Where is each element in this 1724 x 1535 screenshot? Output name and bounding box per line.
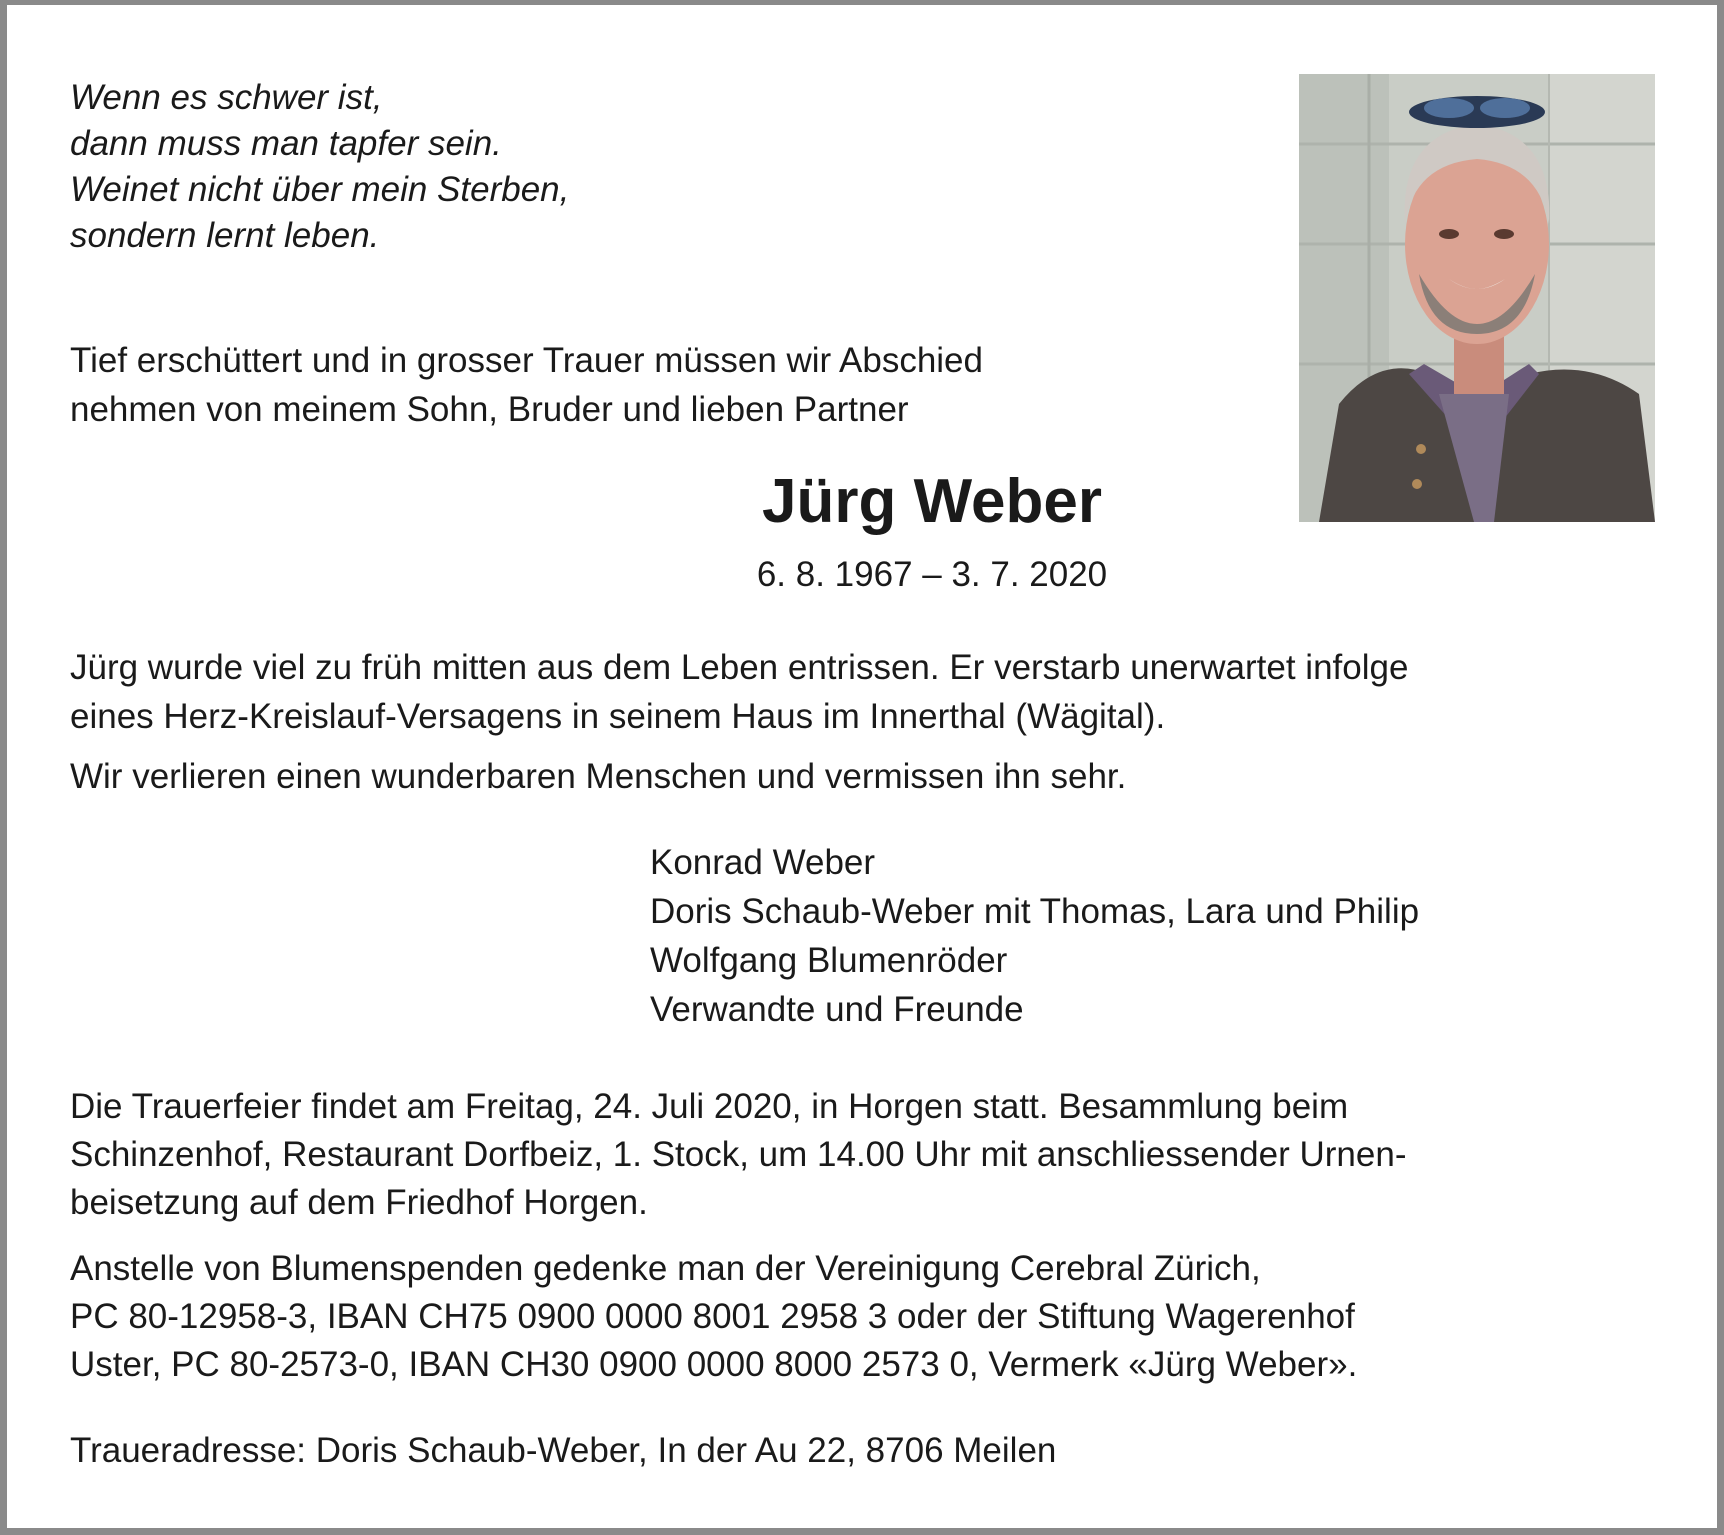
mourner: Wolfgang Blumenröder xyxy=(650,941,1008,980)
donation-line: Anstelle von Blumenspenden gedenke man der Vereinigung Cerebral Zürich, xyxy=(70,1249,1261,1288)
mourners-list xyxy=(650,838,1600,1034)
poem xyxy=(70,75,770,259)
poem-line: sondern lernt leben. xyxy=(70,216,380,255)
obituary-closing xyxy=(70,752,1655,801)
poem-line: dann muss man tapfer sein. xyxy=(70,124,502,163)
deceased-name: Jürg Weber xyxy=(762,467,1102,536)
ceremony-line: Schinzenhof, Restaurant Dorfbeiz, 1. Stock, um 14.00 Uhr mit anschliessender Urnen- xyxy=(70,1135,1407,1174)
donation-info xyxy=(70,1245,1653,1389)
mourning-address: Traueradresse: Doris Schaub-Weber, In der Au 22, 8706 Meilen xyxy=(70,1431,1057,1470)
donation-line: PC 80-12958-3, IBAN CH75 0900 0000 8001 2958 3 oder der Stiftung Wagerenhof xyxy=(70,1297,1355,1336)
ceremony-info xyxy=(70,1083,1653,1227)
poem-line: Weinet nicht über mein Sterben, xyxy=(70,170,570,209)
ceremony-line: Die Trauerfeier findet am Freitag, 24. Juli 2020, in Horgen statt. Besammlung beim xyxy=(70,1087,1349,1126)
life-dates: 6. 8. 1967 – 3. 7. 2020 xyxy=(756,555,1108,594)
mourner: Konrad Weber xyxy=(650,843,876,882)
ceremony-line: beisetzung auf dem Friedhof Horgen. xyxy=(70,1183,648,1222)
intro-line: Tief erschüttert und in grosser Trauer müssen wir Abschied xyxy=(70,341,983,380)
mourner: Doris Schaub-Weber mit Thomas, Lara und Philip xyxy=(650,892,1420,931)
donation-line: Uster, PC 80-2573-0, IBAN CH30 0900 0000 8000 2573 0, Vermerk «Jürg Weber». xyxy=(70,1345,1358,1384)
body-line: Jürg wurde viel zu früh mitten aus dem Leben entrissen. Er verstarb unerwartet infolge xyxy=(70,648,1409,687)
body-line: eines Herz-Kreislauf-Versagens in seinem Haus im Innerthal (Wägital). xyxy=(70,697,1166,736)
intro-text xyxy=(70,336,1300,434)
portrait-photo xyxy=(1299,74,1655,522)
mourner: Verwandte und Freunde xyxy=(650,990,1024,1029)
closing-line: Wir verlieren einen wunderbaren Menschen und vermissen ihn sehr. xyxy=(70,757,1127,796)
poem-line: Wenn es schwer ist, xyxy=(70,78,383,117)
intro-line: nehmen von meinem Sohn, Bruder und lieben Partner xyxy=(70,390,909,429)
obituary-body xyxy=(70,643,1655,741)
